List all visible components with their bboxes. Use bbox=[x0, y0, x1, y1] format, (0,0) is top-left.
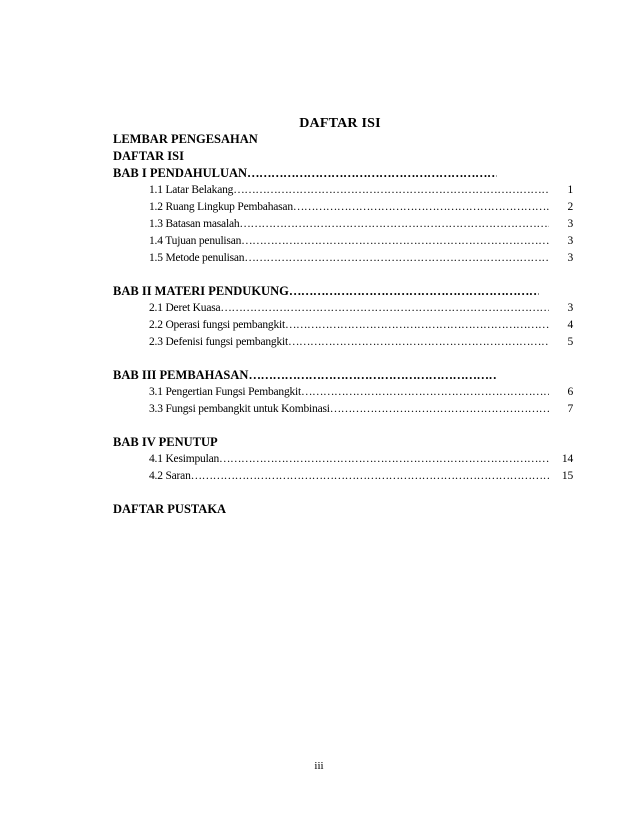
spacer bbox=[113, 418, 573, 434]
page-number: 5 bbox=[567, 336, 573, 348]
page-number: 1 bbox=[567, 184, 573, 196]
page-number: 3 bbox=[567, 218, 573, 230]
toc-item: 1.3 Batasan masalah …………………………………………………………………………………………………………………… 3 bbox=[113, 216, 573, 233]
dot-leader bbox=[285, 317, 549, 334]
toc-item: 1.4 Tujuan penulisan …………………………………………………………………………………………………………………… 3 bbox=[113, 233, 573, 250]
toc-chapter-2 bbox=[113, 283, 573, 300]
toc-item: 4.1 Kesimpulan …………………………………………………………………………………………………………………… 14 bbox=[113, 451, 573, 468]
page-number: 15 bbox=[561, 470, 573, 482]
spacer bbox=[113, 351, 573, 367]
page-number: 4 bbox=[567, 319, 573, 331]
page-number: 2 bbox=[567, 201, 573, 213]
dot-leader bbox=[301, 384, 549, 401]
page-number: 6 bbox=[567, 386, 573, 398]
dot-leader bbox=[233, 182, 549, 199]
dot-leader bbox=[239, 216, 549, 233]
page-footer-number: iii bbox=[314, 760, 324, 772]
toc-chapter-4 bbox=[113, 434, 573, 451]
chapter-title: BAB II MATERI PENDUKUNG bbox=[113, 284, 289, 298]
page-number: 7 bbox=[567, 403, 573, 415]
dot-leader bbox=[191, 468, 549, 485]
dot-leader bbox=[248, 367, 498, 384]
dot-leader bbox=[293, 199, 549, 216]
toc-item: 3.1 Pengertian Fungsi Pembangkit …………………………………………………………………………………………………………………… 6 bbox=[113, 384, 573, 401]
toc-item: 3.3 Fungsi pembangkit untuk Kombinasi …………………………………………………………………………………………………………………… 7 bbox=[113, 401, 573, 418]
toc-item: 2.2 Operasi fungsi pembangkit …………………………………………………………………………………………………………………… 4 bbox=[113, 317, 573, 334]
toc-item: 1.1 Latar Belakang …………………………………………………………………………………………………………………… 1 bbox=[113, 182, 573, 199]
dot-leader bbox=[219, 451, 549, 468]
spacer bbox=[113, 267, 573, 283]
chapter-title: BAB I PENDAHULUAN bbox=[113, 166, 248, 180]
toc-item: 1.5 Metode penulisan …………………………………………………………………………………………………………………… 3 bbox=[113, 250, 573, 267]
toc-chapter-3 bbox=[113, 367, 573, 384]
dot-leader bbox=[244, 250, 549, 267]
toc-entry-lembar-pengesahan: LEMBAR PENGESAHAN bbox=[113, 132, 258, 146]
toc-chapter-1 bbox=[113, 165, 573, 182]
spacer bbox=[113, 485, 573, 501]
dot-leader bbox=[220, 300, 549, 317]
toc-item: 1.2 Ruang Lingkup Pembahasan …………………………………………………………………………………………………………………… 2 bbox=[113, 199, 573, 216]
page-number: 3 bbox=[567, 302, 573, 314]
page-title: DAFTAR ISI bbox=[299, 116, 381, 131]
chapter-title: BAB IV PENUTUP bbox=[113, 435, 218, 449]
table-of-contents bbox=[113, 131, 573, 518]
toc-entry-daftar-isi: DAFTAR ISI bbox=[113, 149, 184, 163]
toc-item: 2.3 Defenisi fungsi pembangkit …………………………………………………………………………………………………………………… 5 bbox=[113, 334, 573, 351]
dot-leader bbox=[241, 233, 549, 250]
dot-leader bbox=[289, 283, 539, 300]
chapter-title: BAB III PEMBAHASAN bbox=[113, 368, 249, 382]
page-number: 3 bbox=[567, 252, 573, 264]
toc-item: 4.2 Saran …………………………………………………………………………………………………………………… 15 bbox=[113, 468, 573, 485]
page-number: 14 bbox=[561, 453, 573, 465]
toc-entry-daftar-pustaka: DAFTAR PUSTAKA bbox=[113, 502, 227, 516]
dot-leader bbox=[247, 165, 497, 182]
dot-leader bbox=[330, 401, 549, 418]
dot-leader bbox=[288, 334, 549, 351]
page-number: 3 bbox=[567, 235, 573, 247]
toc-item: 2.1 Deret Kuasa …………………………………………………………………………………………………………………… 3 bbox=[113, 300, 573, 317]
